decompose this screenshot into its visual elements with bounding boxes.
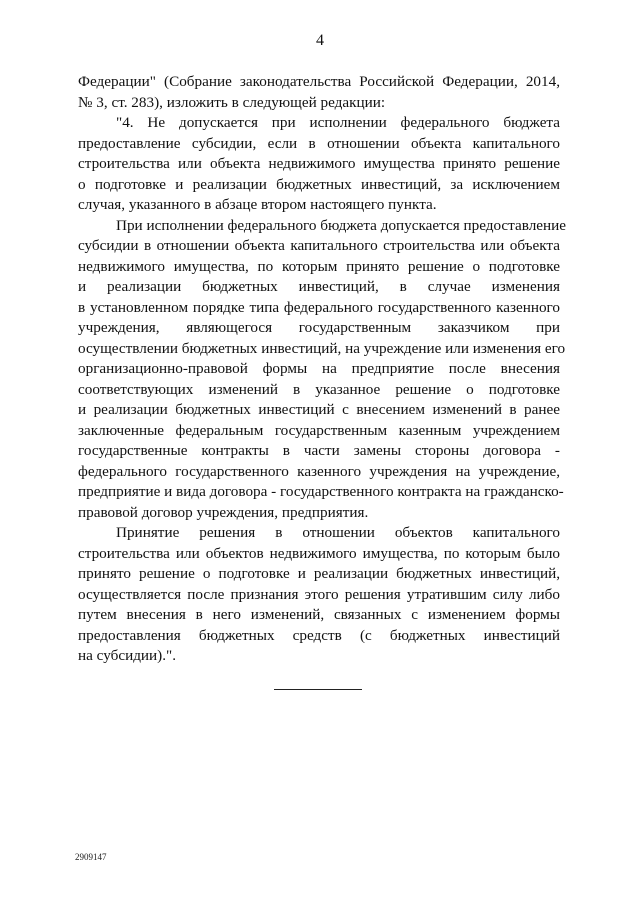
text-line: недвижимого имущества, по которым принято решение о подготовке: [78, 257, 560, 275]
text-line: осуществлении бюджетных инвестиций, на учреждение или изменения его: [78, 339, 566, 357]
text-line: и реализации бюджетных инвестиций с внесением изменений в ранее: [78, 401, 560, 418]
text-line: заключенные федеральным государственным казенным учреждением: [78, 421, 560, 439]
text-line: путем внесения в него изменений, связанных с изменением формы: [78, 606, 560, 623]
text-line: принято решение о подготовке и реализации бюджетных инвестиций,: [78, 565, 560, 582]
text-line: строительства или объекта недвижимого имущества принято решение: [78, 155, 560, 172]
paragraph: [78, 523, 560, 667]
document-code: 2909147: [75, 852, 107, 862]
text-line: в установленном порядке типа федерального государственного казенного: [78, 298, 560, 316]
text-line: Принятие решения в отношении объектов капитального: [116, 524, 560, 541]
paragraph: [78, 113, 560, 216]
text-line: Федерации" (Собрание законодательства Российской Федерации, 2014,: [78, 73, 560, 90]
text-line: случая, указанного в абзаце втором настоящего пункта.: [78, 196, 437, 213]
text-line: строительства или объектов недвижимого имущества, по которым было: [78, 544, 560, 562]
text-line: "4. Не допускается при исполнении федерального бюджета: [116, 114, 560, 131]
text-line: о подготовке и реализации бюджетных инвестиций, за исключением: [78, 175, 560, 193]
text-line: организационно-правовой формы на предприятие после внесения: [78, 360, 560, 377]
text-line: правовой договор учреждения, предприятия.: [78, 503, 369, 521]
document-body: [78, 72, 567, 667]
text-line: предоставление субсидии, если в отношении объекта капитального: [78, 134, 560, 152]
text-line: осуществляется после признания этого решения утратившим силу либо: [78, 585, 560, 603]
text-line: предоставления бюджетных средств (с бюджетных инвестиций: [78, 626, 560, 644]
page-number: 4: [316, 32, 324, 49]
text-line: и реализации бюджетных инвестиций, в случае изменения: [78, 278, 560, 295]
text-line: субсидии в отношении объекта капитального строительства или объекта: [78, 237, 560, 254]
text-line: на субсидии).".: [78, 647, 177, 664]
closing-rule: [274, 689, 362, 690]
text-line: № 3, ст. 283), изложить в следующей редакции:: [78, 93, 386, 111]
text-line: федерального государственного казенного учреждения на учреждение,: [78, 462, 560, 480]
text-line: государственные контракты в части замены стороны договора -: [78, 442, 560, 459]
text-line: соответствующих изменений в указанное решение о подготовке: [78, 380, 560, 398]
text-line: При исполнении федерального бюджета допускается предоставление: [116, 216, 567, 234]
text-line: предприятие и вида договора - государственного контракта на гражданско-: [78, 483, 564, 500]
paragraph: [78, 72, 560, 113]
paragraph: [78, 216, 567, 524]
text-line: учреждения, являющегося государственным заказчиком при: [78, 319, 560, 336]
